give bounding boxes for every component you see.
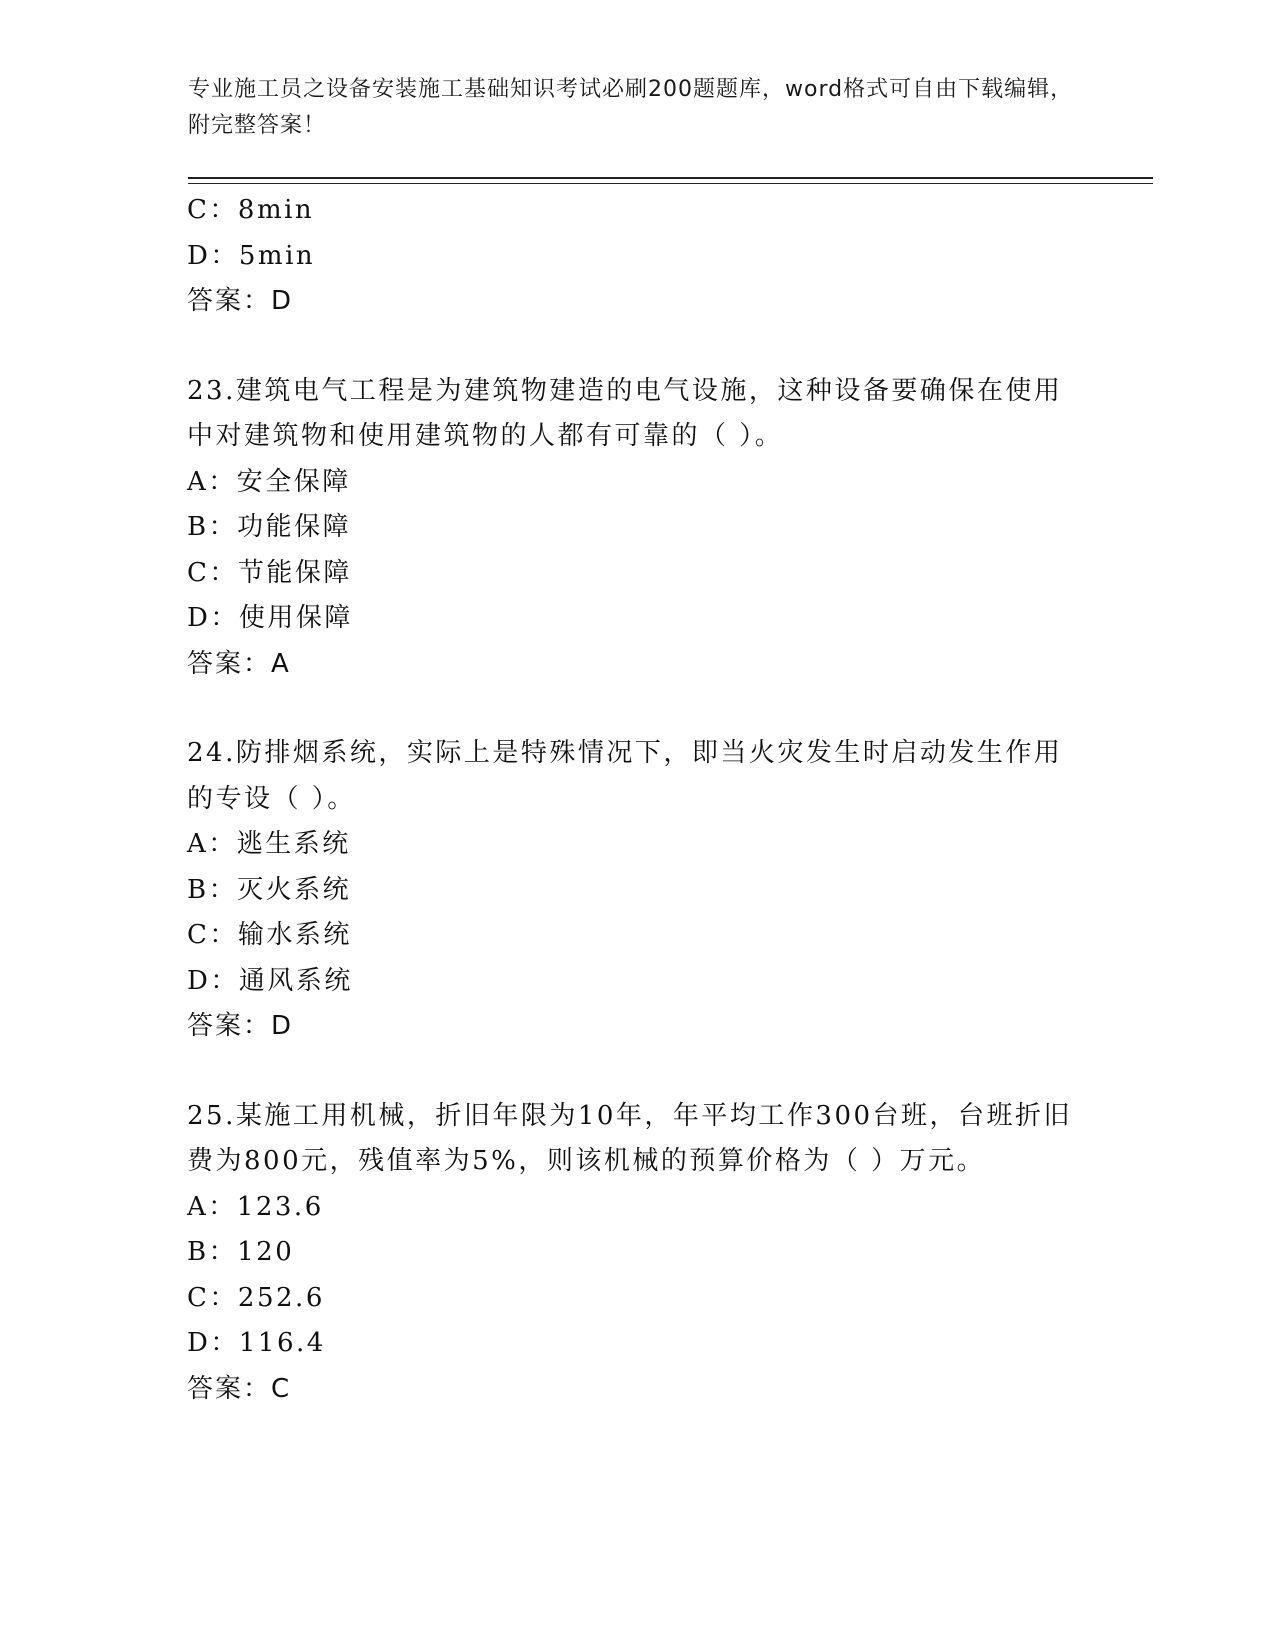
question-text: 23.建筑电气工程是为建筑物建造的电气设施，这种设备要确保在使用中对建筑物和使用建筑物的人都有可靠的（ ）。 [187,375,1063,451]
option-d: D：116.4 [187,1328,326,1358]
option-label: D [187,240,211,271]
option-text: 使用保障 [238,603,353,633]
option-text: 节能保障 [237,557,352,588]
document-header [188,72,1088,144]
option-label: B [187,512,209,542]
option-c: C：节能保障 [187,557,352,588]
question-23 [187,369,1087,688]
question-24 [187,731,1087,1050]
option-label: D [187,965,211,996]
option-b: B：灭火系统 [187,874,352,905]
option-label: A [187,1191,209,1222]
option-c: C：输水系统 [187,920,352,950]
answer-line: 答案：A [187,648,291,679]
header-divider-thin [188,183,1153,184]
option-text: 252.6 [237,1282,325,1313]
option-c: C：252.6 [187,1282,325,1313]
option-a: A：123.6 [187,1191,324,1222]
option-text: 5min [238,240,316,271]
question-text: 25.某施工用机械，折旧年限为10年，年平均工作300台班，台班折旧费为800元，残值率为5%，则该机械的预算价格为（ ）万元。 [187,1100,1073,1176]
option-a: A：逃生系统 [187,829,351,859]
header-divider-thick [188,177,1153,179]
option-label: C [187,920,210,950]
option-text: 123.6 [236,1191,324,1222]
question-text: 24.防排烟系统，实际上是特殊情况下，即当火灾发生时启动发生作用的专设（ ）。 [187,738,1063,814]
option-b: B：120 [187,1237,295,1267]
option-c: C：8min [187,195,315,225]
option-text: 灭火系统 [237,874,352,905]
option-text: 116.4 [238,1328,326,1358]
option-d: D：使用保障 [187,603,353,633]
option-label: C [187,557,210,588]
option-label: D [187,1328,211,1358]
option-label: D [187,603,211,633]
option-b: B：功能保障 [187,512,352,542]
option-d: D：通风系统 [187,965,353,996]
option-text: 逃生系统 [236,829,351,859]
option-label: A [187,466,209,497]
continued-question [187,188,1087,325]
option-text: 8min [237,195,315,225]
option-text: 120 [237,1237,295,1267]
option-text: 通风系统 [238,965,353,996]
question-25 [187,1094,1087,1413]
option-text: 功能保障 [237,512,352,542]
answer-line: 答案：C [187,1373,292,1404]
option-text: 安全保障 [236,466,351,497]
option-label: B [187,1237,209,1267]
answer-line: 答案：D [187,1011,294,1041]
option-text: 输水系统 [237,920,352,950]
option-label: C [187,195,210,225]
question-content [187,188,1087,1412]
option-label: A [187,829,209,859]
option-label: C [187,1282,210,1313]
option-a: A：安全保障 [187,466,351,497]
option-label: B [187,874,209,905]
option-d: D：5min [187,240,316,271]
header-title: 专业施工员之设备安装施工基础知识考试必刷200题题库，word格式可自由下载编辑，附完整答案！ [188,77,1074,138]
answer-line: 答案：D [187,286,294,316]
